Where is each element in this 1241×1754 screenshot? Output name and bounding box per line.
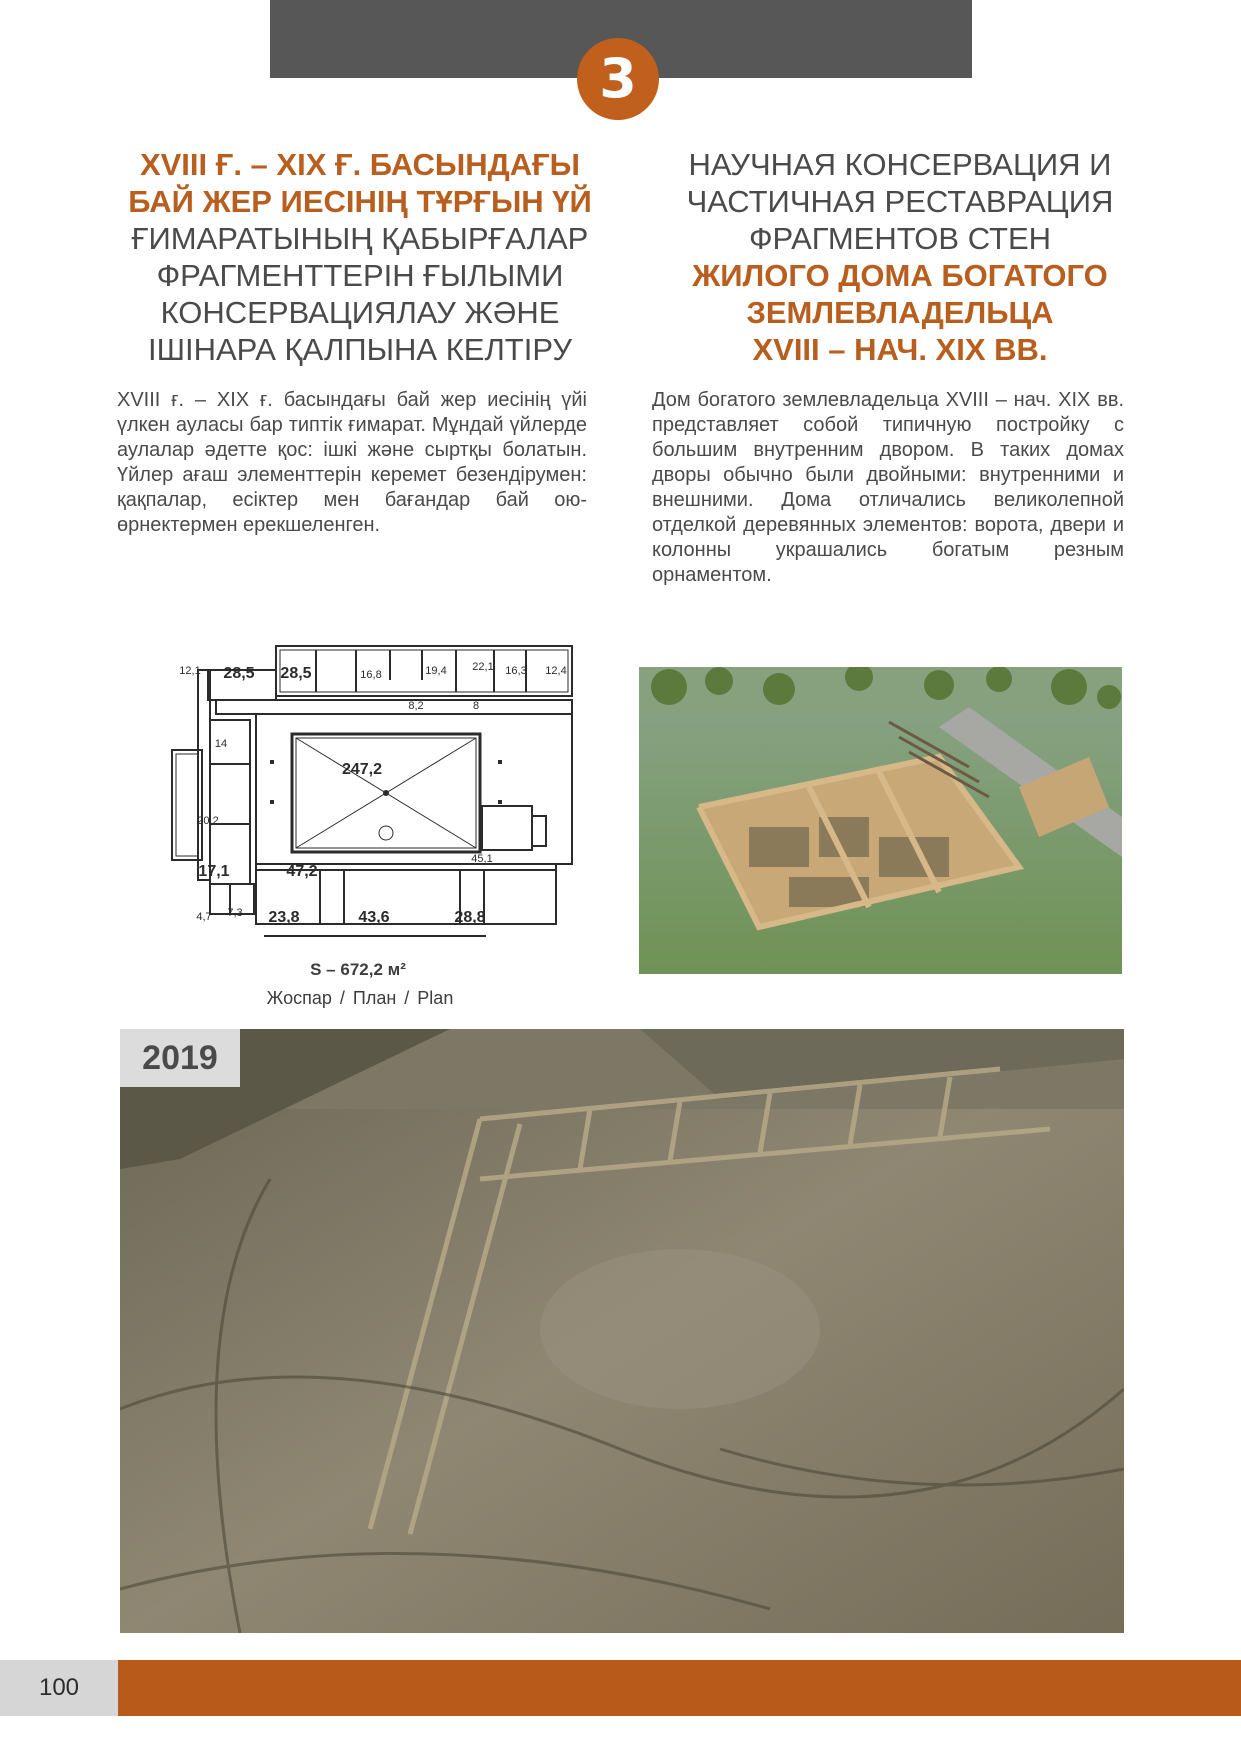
room-label: 43,6 — [358, 909, 390, 926]
title-kz-accent-line: XVIII Ғ. – XIX Ғ. БАСЫНДАҒЫ — [139, 147, 581, 182]
room-label: 14 — [214, 738, 228, 750]
title-kz-line: ҒИМАРАТЫНЫҢ ҚАБЫРҒАЛАР — [131, 221, 589, 256]
title-ru-line: НАУЧНАЯ КОНСЕРВАЦИЯ И — [688, 147, 1112, 182]
title-kz-line: КОНСЕРВАЦИЯЛАУ ЖӘНЕ — [160, 295, 560, 330]
body-text-kazakh: XVIII ғ. – XIX ғ. басындағы бай жер иесінің үйі үлкен ауласы бар типтік ғимарат. Мұндай үйлерде аулалар әдетте қос: ішкі және сыртқы болатын. Үйлер ағаш элементтерін керемет безендірумен: қақпалар, есіктер мен бағандар бай ою-өрнектермен ерекшеленген. — [117, 389, 587, 536]
title-kazakh — [100, 146, 620, 368]
caption-separator: / — [339, 988, 345, 1008]
title-kz-accent-line: БАЙ ЖЕР ИЕСІНІҢ ТҰРҒЫН ҮЙ — [128, 184, 592, 219]
room-label: 247,2 — [341, 761, 383, 778]
body-text-russian: Дом богатого землевладельца XVIII – нач. XIX вв. представляет собой типичную постройку с большим внутренним двором. В таких домах дворы обычно были двойными: внутренними и внешними. Дома отличались великолепной отделкой деревянных элементов: ворота, двери и колонны украшались богатым резным орнаментом. — [652, 389, 1124, 586]
room-label: 28,8 — [454, 909, 486, 926]
title-ru-line: ФРАГМЕНТОВ СТЕН — [748, 221, 1052, 256]
room-label: 7,3 — [227, 907, 243, 919]
plan-caption-ru: План — [352, 988, 397, 1008]
room-label: 12,4 — [545, 665, 567, 677]
floor-plan — [160, 640, 590, 960]
title-ru-accent-line: ЗЕМЛЕВЛАДЕЛЬЦА — [746, 295, 1054, 330]
room-label: 12,1 — [179, 665, 201, 677]
section-number-badge: 3 — [577, 38, 659, 120]
restoration-render-image — [639, 667, 1122, 974]
plan-caption-en: Plan — [417, 988, 454, 1008]
room-label: 28,5 — [223, 665, 255, 682]
plan-caption — [220, 988, 500, 1009]
aerial-photo-2019 — [120, 1029, 1124, 1633]
room-label: 17,1 — [198, 863, 230, 880]
year-badge: 2019 — [120, 1029, 240, 1087]
page-number: 100 — [38, 1674, 80, 1701]
room-label: 8,2 — [408, 700, 424, 712]
title-russian — [640, 146, 1160, 368]
room-label: 28,5 — [280, 665, 312, 682]
room-label: 4,7 — [196, 911, 212, 923]
title-kz-line: ІШІНАРА ҚАЛПЫНА КЕЛТІРУ — [147, 332, 573, 367]
title-ru-accent-line: ЖИЛОГО ДОМА БОГАТОГО — [692, 258, 1108, 293]
title-ru-line: ЧАСТИЧНАЯ РЕСТАВРАЦИЯ — [686, 184, 1114, 219]
room-label: 22,1 — [472, 661, 494, 673]
room-label: 19,4 — [425, 665, 447, 677]
title-kz-line: ФРАГМЕНТТЕРІН ҒЫЛЫМИ — [156, 258, 564, 293]
room-label: 20,2 — [197, 815, 219, 827]
room-label: 23,8 — [268, 909, 300, 926]
room-label: 16,3 — [505, 665, 527, 677]
room-label: 16,8 — [360, 669, 382, 681]
footer-orange-bar — [118, 1660, 1241, 1716]
room-label: 47,2 — [286, 863, 318, 880]
caption-separator: / — [404, 988, 410, 1008]
room-label: 8 — [472, 700, 480, 712]
room-label: 45,1 — [471, 853, 493, 865]
title-ru-accent-line: XVIII – НАЧ. XIX ВВ. — [752, 332, 1048, 367]
plan-total-area: S – 672,2 м² — [310, 960, 406, 979]
plan-caption-kz: Жоспар — [266, 988, 332, 1008]
